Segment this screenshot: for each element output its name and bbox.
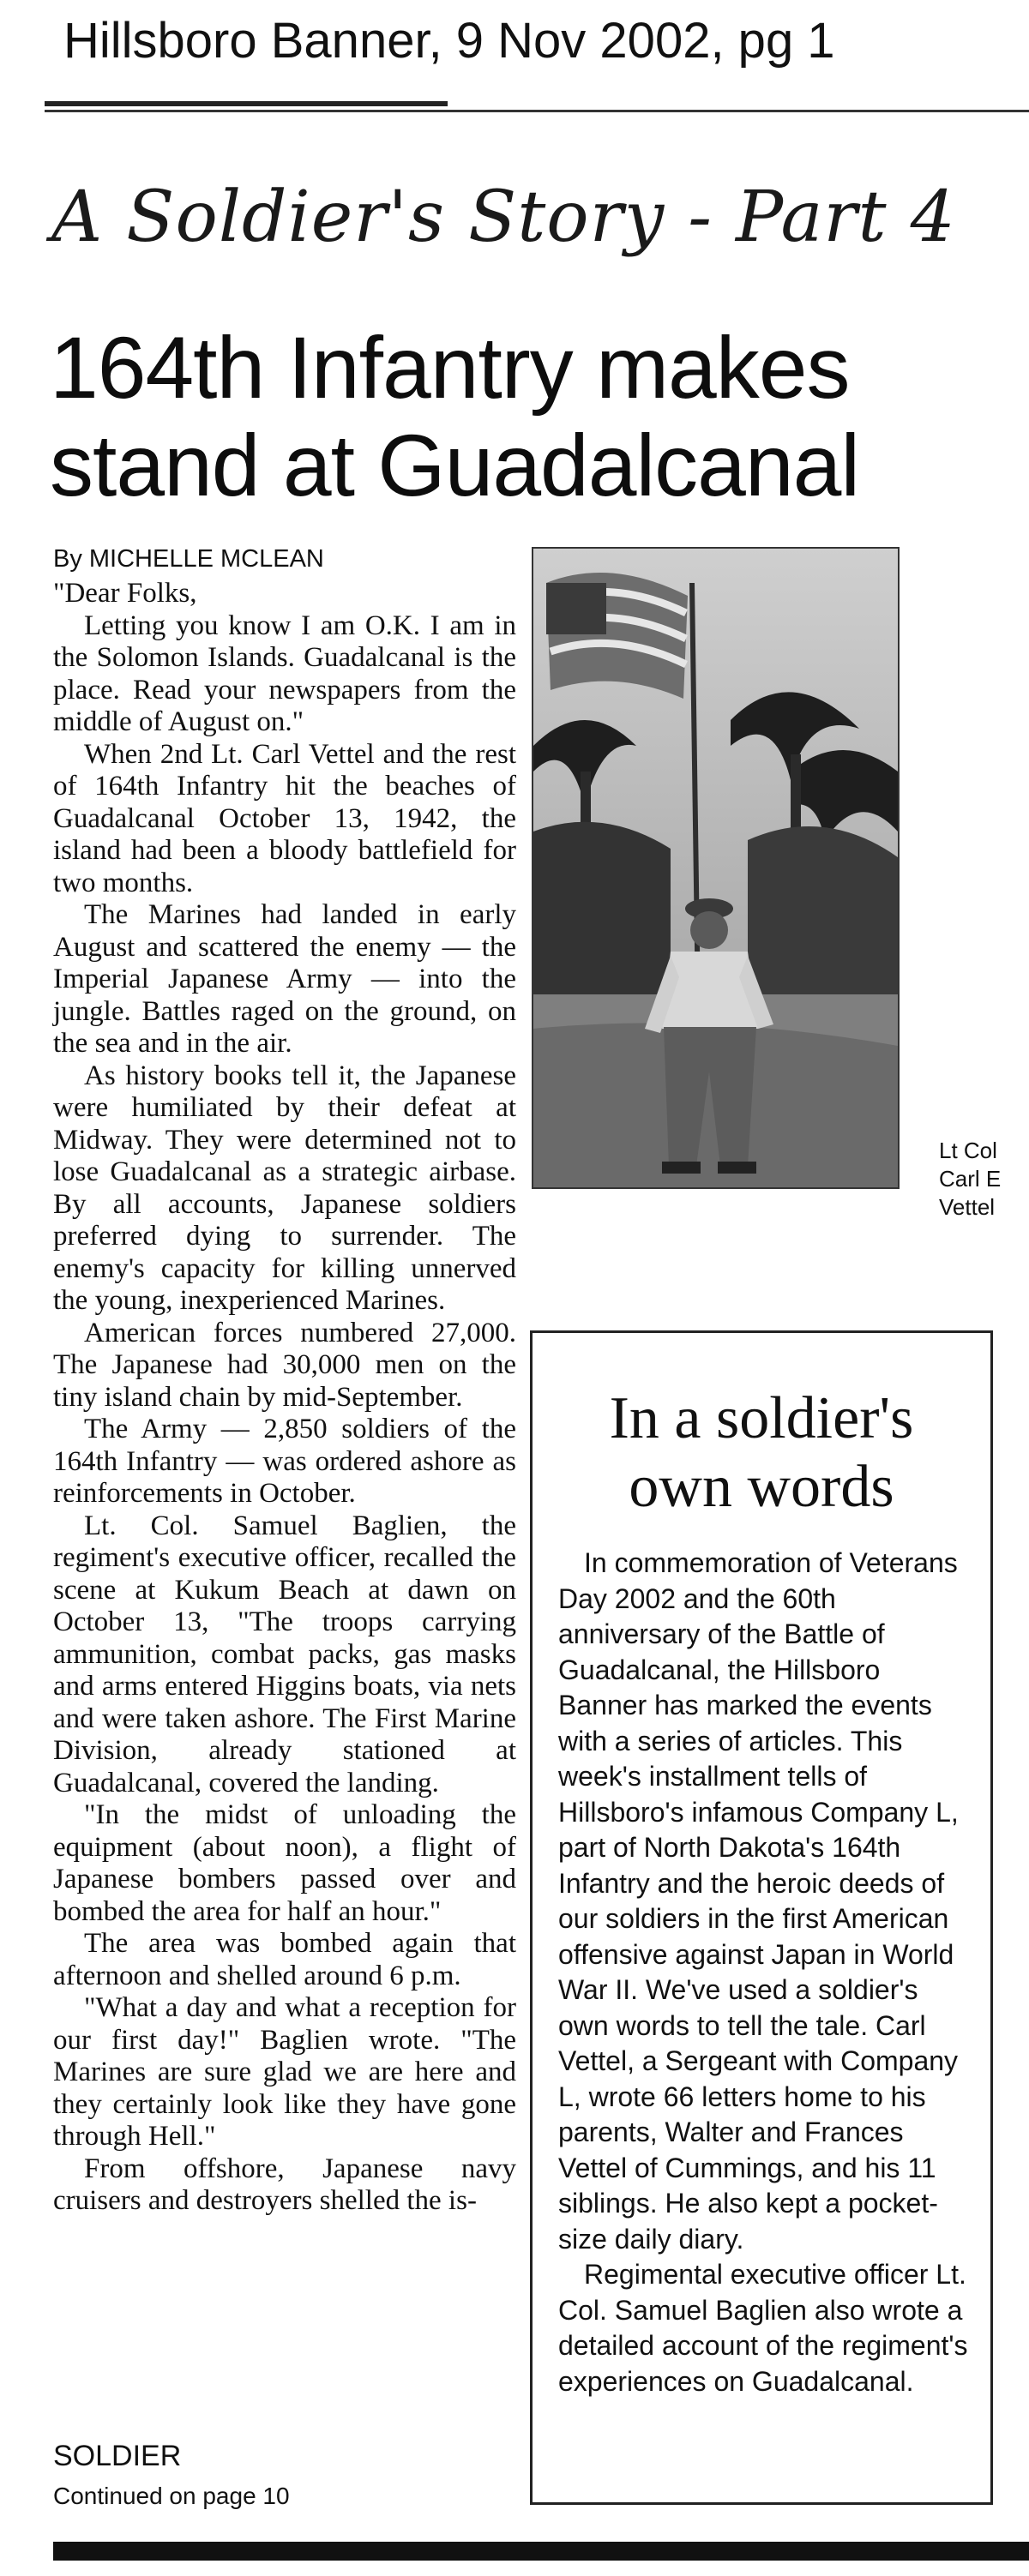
bottom-rule (53, 2542, 1029, 2561)
sidebar-title-line-1: In a soldier's (609, 1385, 914, 1451)
caption-line: Vettel (939, 1194, 996, 1220)
article-paragraph: Lt. Col. Samuel Baglien, the regiment's executive officer, recalled the scene at Kukum Beach at dawn on October 13, "The troops carrying ammunition, combat packs, gas masks and arms entered Higgins boats, via nets and were taken ashore. The First Marine Division, already stationed at Guadalcanal, covered the landing. (53, 1510, 516, 1798)
sidebar-body (558, 1546, 970, 2399)
article-paragraph: Letting you know I am O.K. I am in the Solomon Islands. Guadalcanal is the place. Read your newspapers from the middle of August on." (53, 609, 516, 737)
article-paragraph: "What a day and what a reception for our first day!" Baglien wrote. "The Marines are sure glad we are here and they certainly look like they have gone through Hell." (53, 1992, 516, 2152)
sidebar-title (533, 1384, 990, 1522)
byline: By MICHELLE MCLEAN (53, 545, 324, 573)
article-paragraph: The Army — 2,850 soldiers of the 164th Infantry — was ordered ashore as reinforcements in October. (53, 1414, 516, 1509)
article-paragraph: The Marines had landed in early August and scattered the enemy — the Imperial Japanese Army — into the jungle. Battles raged on the ground, on the sea and in the air. (53, 899, 516, 1059)
soldier-photo-image (533, 549, 898, 1187)
top-rule-thick (45, 101, 448, 106)
sidebar-paragraph: Regimental executive officer Lt. Col. Samuel Baglien also wrote a detailed account of the regiment's experiences on Guadalcanal. (558, 2259, 968, 2397)
caption-line: Carl E (939, 1166, 1002, 1192)
flag-shape (546, 573, 688, 699)
article-paragraph: As history books tell it, the Japanese were humiliated by their defeat at Midway. They were determined not to lose Guadalcanal as a strategic airbase. By all accounts, Japanese soldiers preferred dying to surrender. The enemy's capacity for killing unnerved the young, inexperienced Marines. (53, 1060, 516, 1316)
sidebar-paragraph: In commemoration of Veterans Day 2002 and the 60th anniversary of the Battle of Guadalcanal, the Hillsboro Banner has marked the events with a series of articles. This week's installment tells of Hillsboro's infamous Company L, part of North Dakota's 164th Infantry and the heroic deeds of our soldiers in the first American offensive against Japan in World War II. We've used a soldier's own words to tell the tale. Carl Vettel, a Sergeant with Company L, wrote 66 letters home to his parents, Walter and Frances Vettel of Cummings, and his 11 siblings. He also kept a pocket-size daily diary. (558, 1547, 959, 2255)
article-paragraph: American forces numbered 27,000. The Japanese had 30,000 men on the tiny island chain by mid-September. (53, 1317, 516, 1413)
caption-line: Lt Col (939, 1138, 997, 1163)
sidebar-title-line-2: own words (629, 1454, 894, 1520)
soldier-photo (532, 547, 900, 1189)
source-line: Hillsboro Banner, 9 Nov 2002, pg 1 (63, 13, 835, 69)
top-rule-thin (45, 110, 1029, 112)
article-paragraph: When 2nd Lt. Carl Vettel and the rest of 164th Infantry hit the beaches of Guadalcanal October 13, 1942, the island had been a bloody battlefield for two months. (53, 738, 516, 898)
jump-label: SOLDIER (53, 2440, 182, 2472)
article-body (53, 578, 516, 2218)
headline (50, 319, 993, 514)
continued-line: Continued on page 10 (53, 2483, 290, 2509)
photo-caption (939, 1137, 1001, 1222)
article-paragraph: The area was bombed again that afternoon and shelled around 6 p.m. (53, 1928, 516, 1991)
article-paragraph: From offshore, Japanese navy cruisers and destroyers shelled the is- (53, 2153, 516, 2216)
series-kicker: A Soldier's Story - Part 4 (51, 177, 956, 258)
article-paragraph: "Dear Folks, (53, 578, 197, 609)
headline-line-1: 164th Infantry makes (50, 319, 850, 417)
headline-line-2: stand at Guadalcanal (50, 417, 860, 514)
article-paragraph: "In the midst of unloading the equipment (about noon), a flight of Japanese bombers passed over and bombed the area for half an hour." (53, 1799, 516, 1927)
sidebar-box (530, 1330, 993, 2505)
